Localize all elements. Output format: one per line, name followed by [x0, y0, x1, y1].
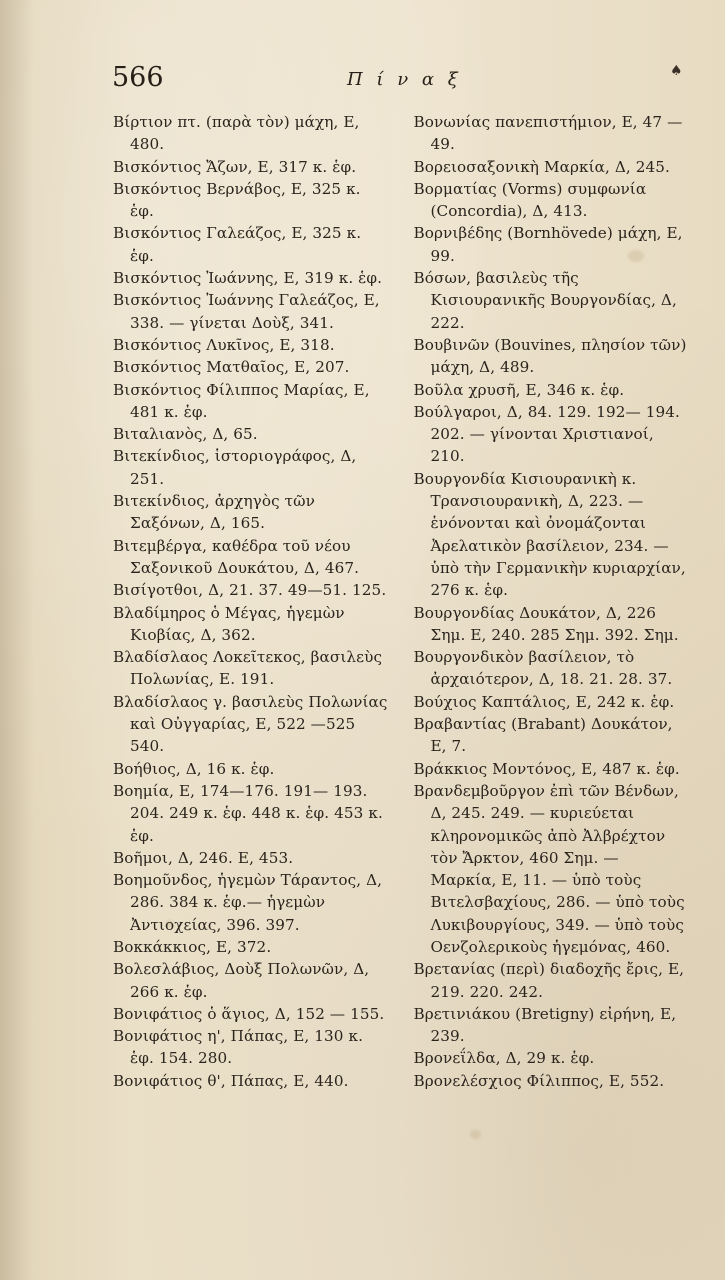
- index-entry: Βισκόντιος Ματθαῖος, Ε, 207.: [113, 358, 350, 377]
- left-index-column: [113, 111, 393, 1092]
- index-entry: Βισκόντιος Γαλεάζος, Ε, 325 κ. ἑφ.: [113, 224, 367, 265]
- index-entry: Βουργονδίας Δουκάτον, Δ, 226 Σημ. Ε, 240. 285 Σημ. 392. Σημ.: [413, 603, 679, 644]
- index-entry: Βισκόντιος Λυκῖνος, Ε, 318.: [113, 335, 335, 354]
- index-entry: Βοκκάκκιος, Ε, 372.: [113, 937, 272, 956]
- running-head-title: Π ί ν α ξ: [347, 69, 462, 90]
- index-entry: Βλαδίσλαος γ. βασιλεὺς Πολωνίας καὶ Οὐγγαρίας, Ε, 522 —525 540.: [113, 692, 393, 756]
- index-entry: Βραβαντίας (Brabant) Δουκάτον, Ε, 7.: [413, 715, 678, 756]
- index-entry: Βιταλιανὸς, Δ, 65.: [113, 425, 258, 444]
- index-entry: Βουβινῶν (Bouvines, πλησίον τῶν) μάχη, Δ, 489.: [413, 335, 692, 377]
- index-entry: Βολεσλάβιος, Δοὺξ Πολωνῶν, Δ, 266 κ. ἑφ.: [113, 960, 375, 1001]
- ornament-icon: ♠: [670, 63, 683, 79]
- index-entry: Βρανδεμβοῦργον ἐπὶ τῶν Βένδων, Δ, 245. 249. — κυριεύεται κληρονομικῶς ἀπὸ Ἀλβρέχτον τὸν Ἄρκτον, 460 Σημ. — Μαρκία, Ε, 11. — ὑπὸ τοὺς Βιτελσβαχίους, 286. — ὑπὸ τοὺς Λυκιβουργίους, 349. — ὑπὸ τοὺς Οενζολερικοὺς ἡγεμόνας, 460.: [413, 781, 690, 956]
- index-entry: Βράκκιος Μοντόνος, Ε, 487 κ. ἑφ.: [413, 759, 680, 778]
- binding-shadow: [0, 0, 34, 1280]
- index-entry: Βορματίας (Vorms) συμφωνία (Concordia), Δ, 413.: [413, 179, 652, 221]
- index-entry: Βορειοσαξονικὴ Μαρκία, Δ, 245.: [413, 157, 670, 176]
- index-entry: Βονιφάτιος η', Πάπας, Ε, 130 κ. ἑφ. 154. 280.: [113, 1027, 368, 1068]
- index-entry: Βουργονδία Κισιουρανικὴ κ. Τρανσιουρανικὴ, Δ, 223. — ἑνόνονται καὶ ὀνομάζονται Ἀρελατικὸν βασίλειον, 234. — ὑπὸ τὴν Γερμανικὴν κυριαρχίαν, 276 κ. ἑφ.: [413, 469, 691, 600]
- index-entry: Βούχιος Καπτάλιος, Ε, 242 κ. ἑφ.: [413, 692, 675, 711]
- index-entry: Βισκόντιος Βερνάβος, Ε, 325 κ. ἑφ.: [113, 179, 366, 221]
- index-entry: Βοήθιος, Δ, 16 κ. ἑφ.: [113, 759, 275, 778]
- index-entry: Βουργονδικὸν βασίλειον, τὸ ἀρχαιότερον, Δ, 18. 21. 28. 37.: [413, 648, 673, 689]
- index-columns: [113, 111, 692, 1092]
- index-entry: Βισκόντιος Ἰωάννης, Ε, 319 κ. ἑφ.: [113, 269, 383, 288]
- index-entry: Βιτεμβέργα, καθέδρα τοῦ νέου Σαξονικοῦ Δουκάτου, Δ, 467.: [113, 536, 360, 577]
- index-entry: Βιτεκίνδιος, ἱστοριογράφος, Δ, 251.: [113, 447, 362, 488]
- index-entry: Βονιφάτιος ὁ ἅγιος, Δ, 152 — 155.: [113, 1004, 385, 1023]
- index-entry: Βονιφάτιος θ', Πάπας, Ε, 440.: [113, 1071, 349, 1090]
- index-entry: Βισκόντιος Φίλιππος Μαρίας, Ε, 481 κ. ἑφ.: [113, 380, 375, 421]
- index-entry: Βοῆμοι, Δ, 246. Ε, 453.: [113, 848, 294, 867]
- index-entry: Βλαδίσλαος Λοκεῖτεκος, βασιλεὺς Πολωνίας, Ε. 191.: [113, 648, 387, 689]
- index-entry: Βίρτιον πτ. (παρὰ τὸν) μάχη, Ε, 480.: [113, 113, 365, 154]
- index-entry: Βορνιβέδης (Bornhövede) μάχη, Ε, 99.: [413, 224, 688, 265]
- index-entry: Βούλγαροι, Δ, 84. 129. 192— 194. 202. — γίνονται Χριστιανοί, 210.: [413, 402, 685, 466]
- index-entry: Βισκόντιος Ἄζων, Ε, 317 κ. ἑφ.: [113, 157, 357, 176]
- page-header: [112, 62, 682, 98]
- index-entry: Βρονελέσχιος Φίλιππος, Ε, 552.: [413, 1071, 665, 1090]
- index-entry: Βρονεΐλδα, Δ, 29 κ. ἑφ.: [413, 1049, 595, 1068]
- paper-stain: [470, 1130, 481, 1139]
- index-entry: Βρετανίας (περὶ) διαδοχῆς ἔρις, Ε, 219. 220. 242.: [413, 960, 690, 1001]
- right-index-column: [413, 111, 692, 1092]
- index-entry: Βοημία, Ε, 174—176. 191— 193. 204. 249 κ. ἑφ. 448 κ. ἑφ. 453 κ. ἑφ.: [113, 781, 388, 845]
- page-number: 566: [112, 62, 164, 93]
- index-entry: Βονωνίας πανεπιστήμιον, Ε, 47 — 49.: [413, 113, 688, 154]
- index-entry: Βιτεκίνδιος, ἀρχηγὸς τῶν Σαξόνων, Δ, 165.: [113, 492, 320, 533]
- index-entry: Βοῦλα χρυσῆ, Ε, 346 κ. ἑφ.: [413, 380, 625, 399]
- index-entry: Βισκόντιος Ἰωάννης Γαλεάζος, Ε, 338. — γίνεται Δοὺξ, 341.: [113, 291, 385, 332]
- index-entry: Βόσων, βασιλεὺς τῆς Κισιουρανικῆς Βουργονδίας, Δ, 222.: [413, 269, 682, 332]
- index-entry: Βοημοῦνδος, ἡγεμὼν Τάραντος, Δ, 286. 384 κ. ἑφ.— ἡγεμὼν Ἀντιοχείας, 396. 397.: [113, 871, 388, 934]
- index-entry: Βισίγοτθοι, Δ, 21. 37. 49—51. 125.: [113, 581, 387, 600]
- index-entry: Βλαδίμηρος ὁ Μέγας, ἡγεμὼν Κιοβίας, Δ, 362.: [113, 603, 350, 644]
- index-entry: Βρετινιάκου (Bretigny) εἰρήνη, Ε, 239.: [413, 1004, 682, 1046]
